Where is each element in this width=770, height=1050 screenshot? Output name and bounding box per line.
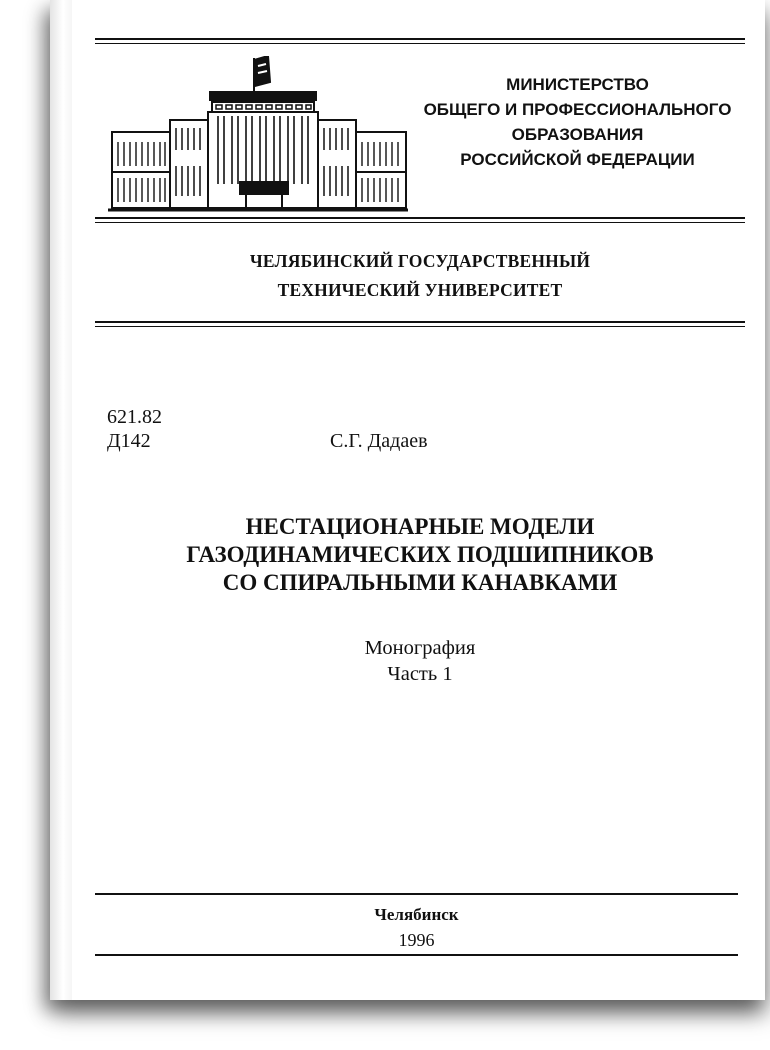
publication-city: Челябинск — [374, 905, 459, 924]
volume-part: Часть 1 — [387, 663, 453, 685]
bbk-code: Д142 — [107, 430, 151, 452]
book-title: НЕСТАЦИОНАРНЫЕ МОДЕЛИ ГАЗОДИНАМИЧЕСКИХ ПОДШИПНИКОВ СО СПИРАЛЬНЫМИ КАНАВКАМИ — [186, 514, 654, 595]
top-double-rule — [95, 38, 745, 44]
government-building-icon — [108, 56, 408, 216]
udc-code: 621.82 — [107, 406, 162, 428]
footer-bottom-rule — [95, 954, 738, 956]
publication-type: Монография — [364, 637, 476, 659]
ministry-name: МИНИСТЕРСТВО ОБЩЕГО И ПРОФЕССИОНАЛЬНОГО ОБРАЗОВАНИЯ РОССИЙСКОЙ ФЕДЕРАЦИИ — [423, 75, 732, 169]
university-name: ЧЕЛЯБИНСКИЙ ГОСУДАРСТВЕННЫЙ ТЕХНИЧЕСКИЙ УНИВЕРСИТЕТ — [249, 251, 591, 300]
footer-top-rule — [95, 893, 738, 895]
university-double-rule — [95, 321, 745, 327]
classification-codes — [107, 405, 162, 453]
book-spine-edge — [50, 0, 72, 1000]
publication-year: 1996 — [398, 930, 435, 950]
author-name: С.Г. Дадаев — [330, 430, 428, 452]
header-double-rule — [95, 217, 745, 223]
book-subtitle — [95, 635, 745, 687]
